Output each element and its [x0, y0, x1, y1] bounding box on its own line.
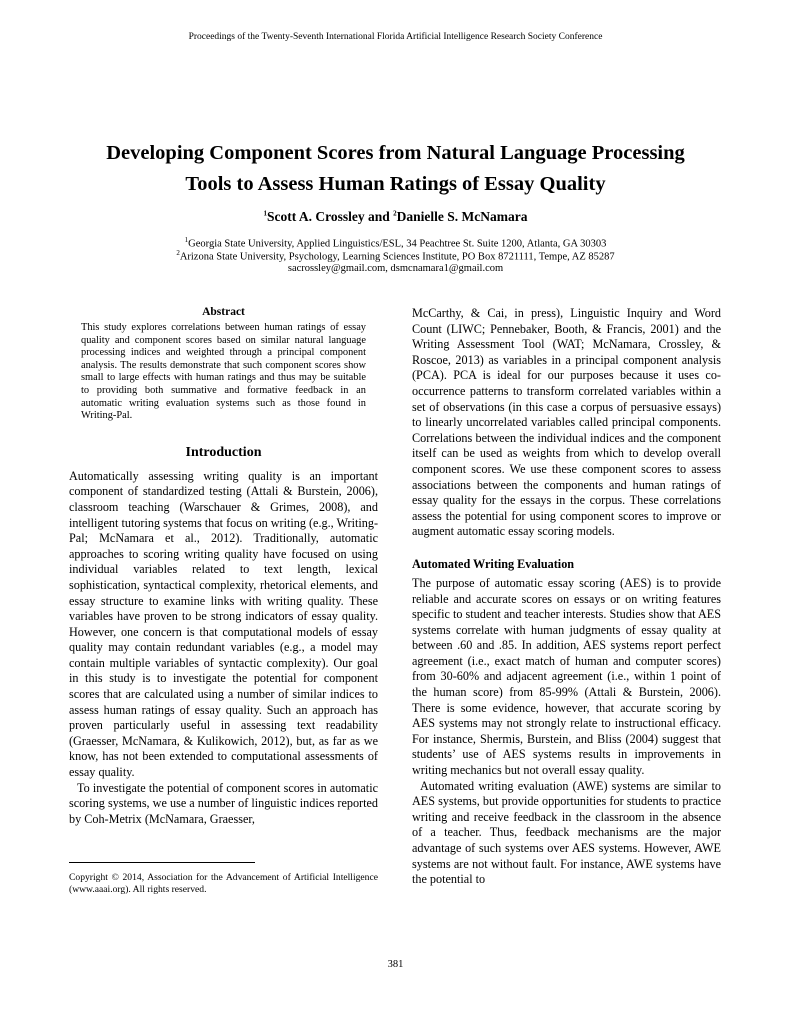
author-line [0, 209, 791, 225]
author1-superscript: 1 [263, 209, 267, 218]
title-line-2: Tools to Assess Human Ratings of Essay Quality [185, 173, 606, 195]
abstract-body: This study explores correlations between human ratings of essay quality and component scores based on similar natural language processing indices and weighted through a principal component analysis. The results demonstrate that such component scores show small to large effects with human ratings and thus may be suitable to providing both summative and formative feedback in an automatic writing evaluation systems such as those found in Writing-Pal. [81, 322, 366, 422]
author-emails: sacrossley@gmail.com, dsmcnamara1@gmail.com [287, 263, 504, 274]
title-line-1: Developing Component Scores from Natural Language Processing [106, 142, 685, 164]
abstract-heading: Abstract [202, 306, 245, 318]
footnote-rule [69, 862, 255, 863]
introduction-paragraph-1: Automatically assessing writing quality is an important component of standardized testing (Attali & Burstein, 2006), classroom teaching (Warschauer & Grimes, 2008), and intelligent tutoring systems that focus on writing (e.g., Writing-Pal; McNamara et al., 2012). Traditionally, automatic approaches to scoring writing quality have focused on using individual variables related to text length, lexical sophistication, syntactical complexity, rhetorical elements, and essay structure to examine links with writing quality. These variables have proven to be strong indicators of essay quality. However, one concern is that computational models of essay quality may contain redundant variables (e.g., a model may contain multiple variables of syntactic complexity). Our goal in this study is to investigate the potential for component scores that are calculated using a number of similar indices to assess human ratings of essay quality. Such an approach has proven particularly useful in assessing text readability (Graesser, McNamara, & Kulikowich, 2012), but, as far as we know, has not been extended to computational assessments of essay quality. [69, 468, 379, 780]
copyright-footnote: Copyright © 2014, Association for the Advancement of Artificial Intelligence (www.aaai.org). All rights reserved. [69, 872, 378, 895]
affiliation-2-text: Arizona State University, Psychology, Learning Sciences Institute, PO Box 8721111, Tempe, AZ 85287 [179, 251, 615, 263]
author-2: Danielle S. McNamara [396, 209, 528, 224]
right-column [412, 306, 721, 888]
left-column [69, 306, 378, 827]
author-1: Scott A. Crossley [266, 209, 365, 224]
introduction-paragraph-2: To investigate the potential of component scores in automatic scoring systems, we use a number of linguistic indices reported by Coh-Metrix (McNamara, Graesser, [69, 780, 378, 826]
author2-superscript: 2 [393, 209, 397, 218]
introduction-heading: Introduction [185, 444, 262, 460]
affiliation-1-superscript: 1 [184, 236, 189, 244]
affiliation-1-text: Georgia State University, Applied Linguistics/ESL, 34 Peachtree St. Suite 1200, Atlanta, GA 30303 [188, 238, 607, 250]
affiliation-2-superscript: 2 [176, 249, 180, 257]
running-head: Proceedings of the Twenty-Seventh International Florida Artificial Intelligence Research Society Conference [188, 32, 603, 42]
page-number: 381 [387, 959, 404, 970]
awe-paragraph-1: The purpose of automatic essay scoring (AES) is to provide reliable and accurate scores on essays or on writing features specific to student and teacher interests. Studies show that AES systems correlate with human judgments of essay quality at between .60 and .85. In addition, AES systems report perfect agreement (i.e., exact match of human and computer scores) from 30-60% and adjacent agreement (i.e., within 1 point of the human score) from 85-99% (Attali & Burstein, 2006). There is some evidence, however, that accurate scoring by AES systems may not strongly relate to instructional efficacy. For instance, Shermis, Burstein, and Bliss (2004) suggest that students’ use of AES systems results in improvements in writing mechanics but not overall essay quality. [412, 575, 721, 778]
author-conjunction: and [364, 209, 394, 224]
awe-section-heading: Automated Writing Evaluation [412, 556, 575, 571]
awe-paragraph-2: Automated writing evaluation (AWE) systems are similar to AES systems, but provide opportunities for students to practice writing and receive feedback in the classroom in the absence of a teacher. Thus, feedback mechanisms are the major advantage of such systems over AES systems. However, AWE systems are not without fault. For instance, AWE systems have the potential to [412, 778, 721, 887]
paper-title [60, 138, 731, 200]
introduction-paragraph-2-continued: McCarthy, & Cai, in press), Linguistic Inquiry and Word Count (LIWC; Pennebaker, Booth, & Francis, 2001) and the Writing Assessment Tool (WAT; McNamara, Crossley, & Roscoe, 2013) as variables in a principal component analysis (PCA). PCA is ideal for our purposes because it uses co-occurrence patterns to transform correlated variables within a set of observations (in this case a corpus of persuasive essays) to linearly uncorrelated variables called principal components. Correlations between the individual indices and the component itself can be used as weights from which to develop overall component scores. We use these component scores to assess associations between the components and human ratings of essay quality for the essays in the corpus. These correlations assess the potential for using component scores to improve or augment automatic essay scoring models. [412, 306, 721, 539]
